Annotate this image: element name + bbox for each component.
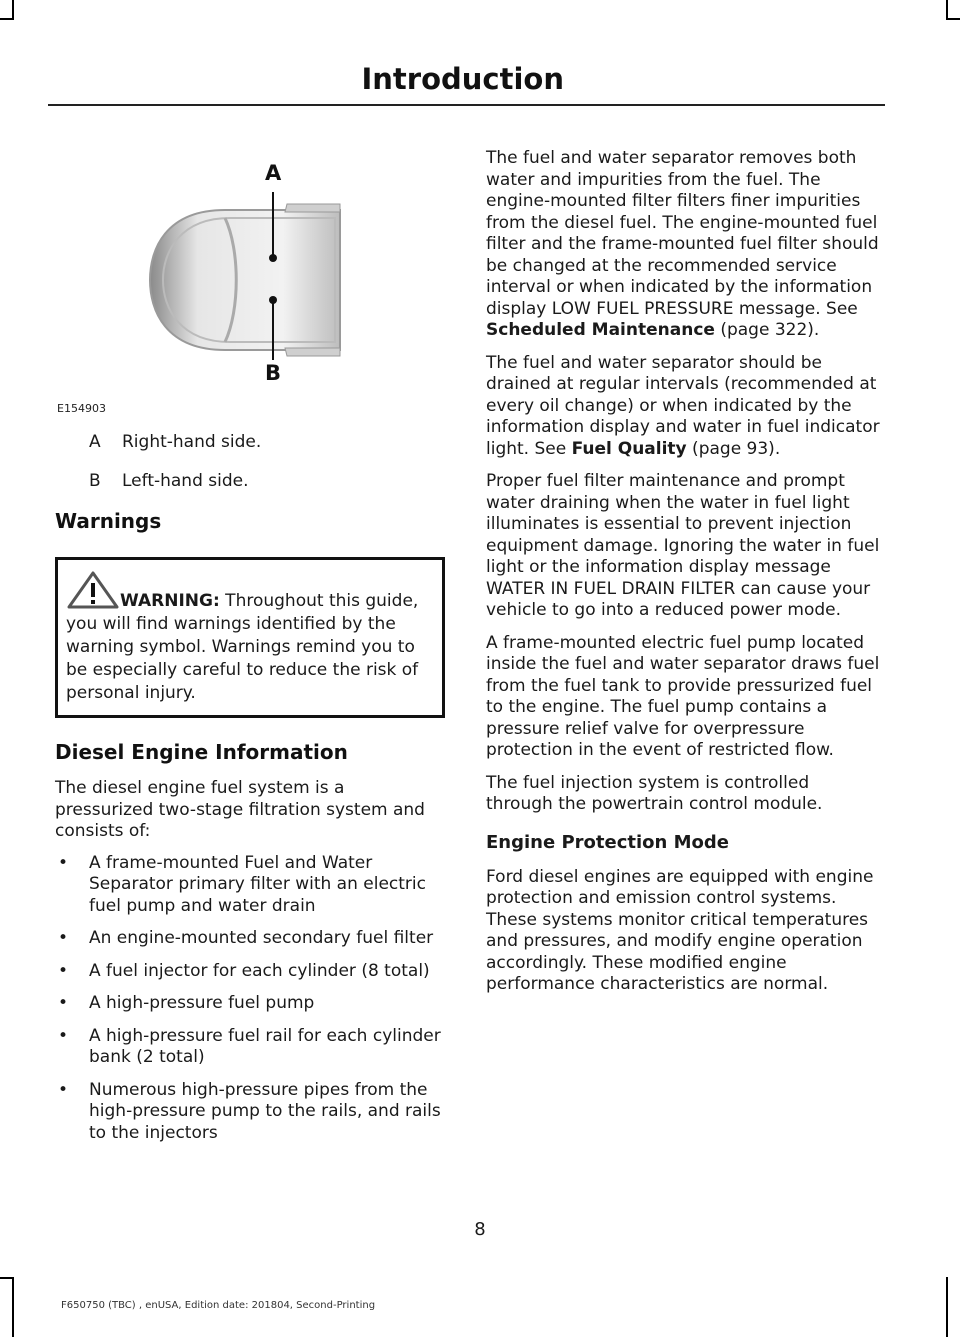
list-item: • A fuel injector for each cylinder (8 total) — [55, 961, 445, 983]
header-rule — [48, 104, 885, 106]
crop-mark — [946, 1277, 948, 1337]
warning-text: Throughout this guide, you will find warnings identified by the warning symbol. Warnings remind you to be especially careful to reduce the risk of personal injury. — [66, 591, 419, 703]
figure-label-a: A — [265, 161, 282, 185]
legend-row — [55, 470, 445, 492]
fuel-quality-link[interactable]: Fuel Quality — [571, 438, 687, 459]
crop-mark — [0, 18, 14, 20]
crop-mark — [12, 1277, 14, 1337]
figure-code: E154903 — [57, 402, 106, 415]
separator-paragraph — [486, 148, 881, 342]
legend-text: Left-hand side. — [122, 471, 249, 491]
warning-box — [55, 557, 445, 718]
paragraph-text: The fuel and water separator should be drained at regular intervals (recommended at every oil change) or when indicated by the information display and water in fuel indicator light. See — [486, 352, 880, 459]
footer-edition: F650750 (TBC) , enUSA, Edition date: 201804, Second-Printing — [61, 1300, 376, 1311]
page-title: Introduction — [361, 62, 564, 96]
legend-key: A — [89, 432, 101, 452]
crop-mark — [0, 1277, 14, 1279]
paragraph-text: The fuel and water separator removes both water and impurities from the fuel. The engine-mounted filter filters finer impurities from the diesel fuel. The engine-mounted fuel filter and the frame-mounted fuel filter should be changed at the recommended service interval or when indicated by the information display LOW FUEL PRESSURE message. See — [486, 148, 879, 319]
drain-paragraph — [486, 353, 881, 461]
crop-mark — [12, 0, 14, 20]
list-item: • A frame-mounted Fuel and Water Separator primary filter with an electric fuel pump and water drain — [55, 853, 445, 918]
list-item: • Numerous high-pressure pipes from the high-pressure pump to the rails, and rails to the injectors — [55, 1080, 445, 1145]
crop-mark — [946, 18, 960, 20]
warnings-heading: Warnings — [55, 509, 162, 533]
crop-mark — [946, 0, 948, 20]
fuel-system-list — [55, 853, 445, 1145]
list-item: • An engine-mounted secondary fuel filter — [55, 928, 445, 950]
vehicle-illustration — [55, 140, 445, 425]
list-item: • A high-pressure fuel rail for each cylinder bank (2 total) — [55, 1026, 445, 1069]
scheduled-maintenance-link[interactable]: Scheduled Maintenance — [486, 320, 715, 340]
figure-label-b: B — [265, 361, 282, 385]
list-item: • A high-pressure fuel pump — [55, 993, 445, 1015]
maintenance-paragraph: Proper fuel filter maintenance and prompt water draining when the water in fuel light illuminates is essential to prevent injection equipment damage. Ignoring the water in fuel light or the information display message WATER IN FUEL DRAIN FILTER can cause your vehicle to go into a reduced power mode. — [486, 471, 880, 620]
left-column — [55, 140, 445, 1155]
right-column — [486, 148, 881, 1007]
page-number: 8 — [474, 1219, 486, 1240]
legend-key: B — [89, 471, 101, 491]
engine-protection-heading: Engine Protection Mode — [486, 831, 729, 853]
warning-triangle-icon — [66, 570, 120, 610]
legend-text: Right-hand side. — [122, 432, 262, 452]
page-reference: (page 93). — [686, 438, 781, 459]
warning-label: WARNING: — [120, 591, 220, 611]
fuel-pump-paragraph: A frame-mounted electric fuel pump located inside the fuel and water separator draws fuel from the fuel tank to provide pressurized fuel to the engine. The fuel pump contains a pressure relief valve for overpressure protection in the event of restricted flow. — [486, 632, 880, 760]
injection-paragraph: The fuel injection system is controlled through the powertrain control module. — [486, 772, 823, 814]
engine-protection-paragraph: Ford diesel engines are equipped with engine protection and emission control systems. These systems monitor critical temperatures and pressures, and modify engine operation accordingly. These modified engine performance characteristics are normal. — [486, 866, 874, 994]
diesel-heading: Diesel Engine Information — [55, 740, 348, 764]
legend-row — [55, 431, 445, 453]
diesel-intro: The diesel engine fuel system is a pressurized two-stage filtration system and consists of: — [55, 778, 425, 841]
figure-legend — [55, 431, 445, 492]
vehicle-top-view-figure — [55, 140, 445, 425]
page-reference: (page 322). — [714, 320, 820, 340]
